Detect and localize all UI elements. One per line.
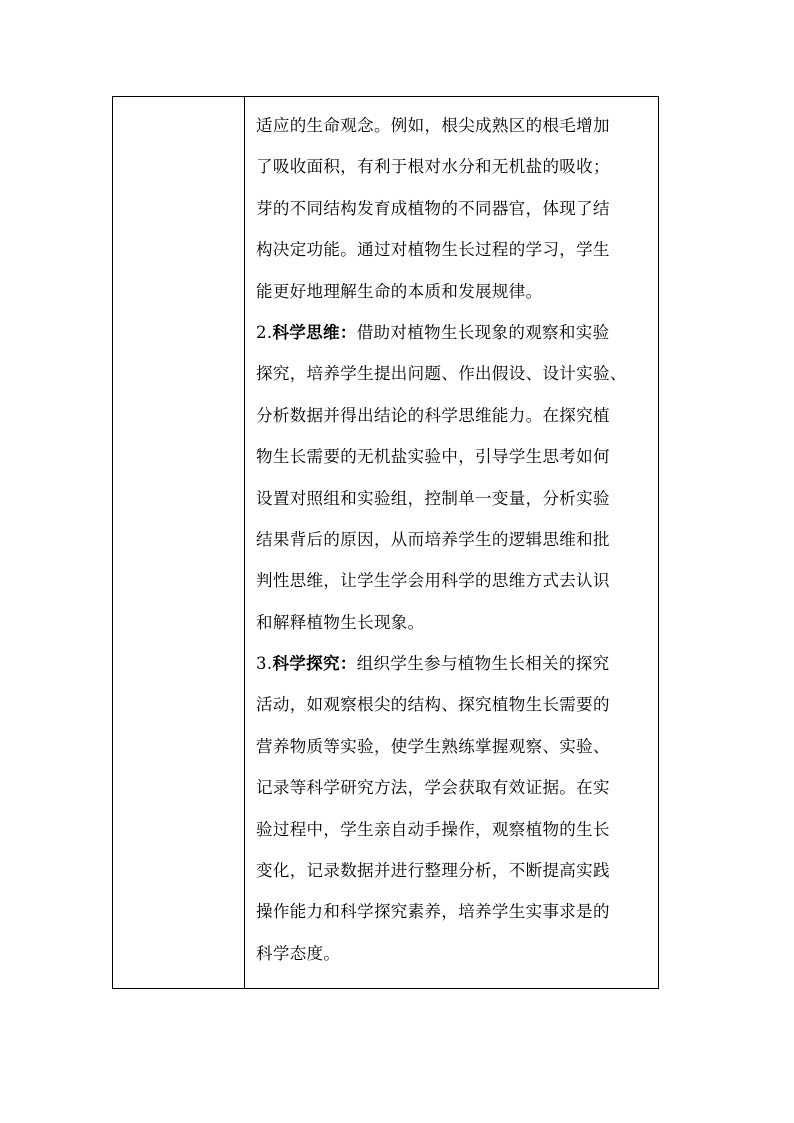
section-heading: 科学思维：: [272, 322, 357, 342]
text-line: 芽的不同结构发育成植物的不同器官，体现了结: [256, 198, 610, 218]
text-line: 结果背后的原因，从而培养学生的逻辑思维和批: [256, 529, 610, 549]
content-table: [112, 96, 659, 989]
right-table-cell: [246, 97, 658, 988]
text-line: 适应的生命观念。例如，根尖成熟区的根毛增加: [256, 116, 610, 135]
text-line: 分析数据并得出结论的科学思维能力。在探究植: [256, 405, 610, 425]
text-line: 探究，培养学生提出问题、作出假设、设计实验、: [256, 364, 627, 384]
section-heading: 科学探究：: [272, 654, 357, 674]
text-line: 物生长需要的无机盐实验中，引导学生思考如何: [256, 447, 610, 467]
left-table-cell: [113, 97, 245, 988]
text-line: 变化，记录数据并进行整理分析，不断提高实践: [256, 861, 610, 881]
text-line: 能更好地理解生命的本质和发展规律。: [256, 281, 543, 301]
text-line: 营养物质等实验，使学生熟练掌握观察、实验、: [256, 736, 610, 756]
section-heading-line: 3.科学探究：组织学生参与植物生长相关的探究: [256, 654, 610, 674]
text-line: 活动，如观察根尖的结构、探究植物生长需要的: [256, 695, 610, 715]
text-line: 操作能力和科学探究素养，培养学生实事求是的: [256, 902, 610, 922]
text-line: 了吸收面积，有利于根对水分和无机盐的吸收；: [256, 157, 610, 177]
text-line: 验过程中，学生亲自动手操作，观察植物的生长: [256, 819, 610, 839]
text-line: 科学态度。: [256, 943, 341, 963]
text-line: 设置对照组和实验组，控制单一变量，分析实验: [256, 488, 610, 508]
section-heading-line: 2.科学思维：借助对植物生长现象的观察和实验: [256, 322, 610, 342]
text-line: 和解释植物生长现象。: [256, 612, 425, 632]
section-number: 3.: [256, 654, 273, 674]
section-number: 2.: [256, 322, 273, 342]
text-line: 判性思维，让学生学会用科学的思维方式去认识: [256, 571, 610, 591]
text-line: 记录等科学研究方法，学会获取有效证据。在实: [256, 778, 610, 798]
text-line: 构决定功能。通过对植物生长过程的学习，学生: [256, 240, 610, 260]
